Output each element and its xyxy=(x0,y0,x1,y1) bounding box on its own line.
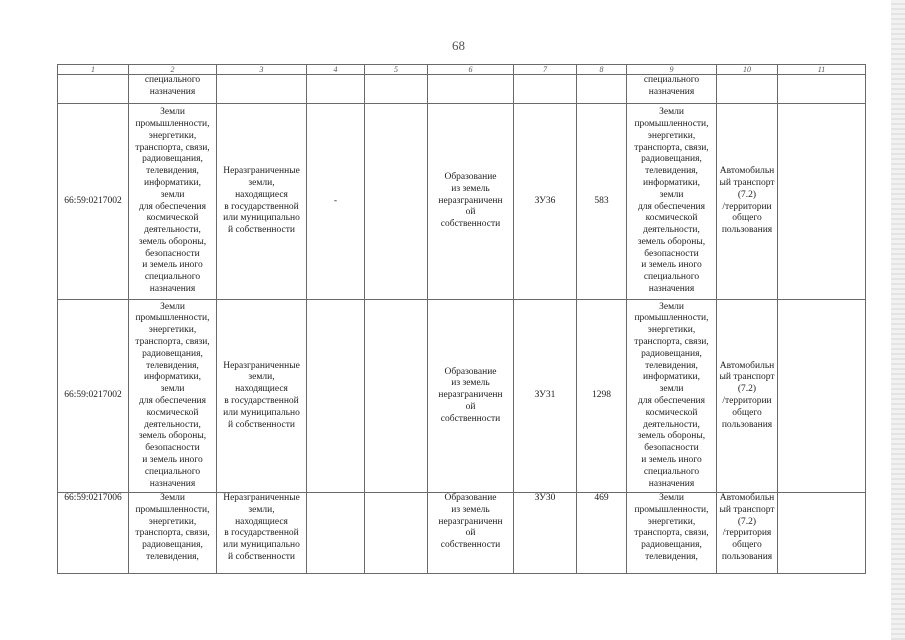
text-line: телевидения, xyxy=(146,360,199,371)
text-line: назначения xyxy=(648,478,695,489)
text-line: и земель иного xyxy=(641,454,702,465)
text-line: промышленности, xyxy=(135,118,210,129)
text-line: транспорта, связи, xyxy=(634,337,709,348)
text-line: земли, xyxy=(248,504,275,515)
plot-area: 469 xyxy=(577,493,627,574)
empty-cell xyxy=(58,75,129,104)
text-line: ой xyxy=(465,401,476,412)
text-line: для обеспечения xyxy=(138,201,207,212)
text-line: земли xyxy=(659,384,684,395)
text-line: Автомобильн xyxy=(719,493,775,503)
text-line: ый транспорт xyxy=(719,372,775,383)
text-line: собственности xyxy=(440,540,501,551)
text-line: промышленности, xyxy=(634,313,709,324)
text-line: ый транспорт xyxy=(719,177,775,188)
text-line: ой xyxy=(465,528,476,539)
page-number: 68 xyxy=(452,38,465,53)
text-line: находящиеся xyxy=(235,189,288,200)
text-line: неразграниченн xyxy=(438,195,503,206)
text-line: безопасности xyxy=(644,248,699,259)
text-line: энергетики, xyxy=(647,516,696,527)
permitted-use-cell xyxy=(717,104,778,300)
text-line: Образование xyxy=(444,172,497,182)
text-line: в государственной xyxy=(224,528,299,539)
text-line: радиовещания, xyxy=(641,154,702,165)
text-line: телевидения, xyxy=(146,551,199,562)
text-line: назначения xyxy=(149,284,196,295)
land-category-cell xyxy=(129,493,217,574)
ownership-cell xyxy=(217,493,307,574)
column-number: 5 xyxy=(365,65,428,75)
text-line: пользования xyxy=(721,419,773,430)
text-line: неразграниченн xyxy=(438,390,503,401)
column-number: 2 xyxy=(129,65,217,75)
column-number: 3 xyxy=(217,65,307,75)
column-number: 4 xyxy=(307,65,365,75)
text-line: радиовещания, xyxy=(142,154,203,165)
text-line: безопасности xyxy=(145,443,200,454)
text-line: из земель xyxy=(451,504,490,515)
table-row xyxy=(58,300,866,493)
text-line: деятельности, xyxy=(144,225,201,236)
text-line: радиовещания, xyxy=(641,540,702,551)
text-line: телевидения, xyxy=(645,360,698,371)
column-11-cell xyxy=(778,104,866,300)
text-line: земли, xyxy=(248,177,275,188)
text-line: деятельности, xyxy=(643,225,700,236)
text-line: находящиеся xyxy=(235,384,288,395)
text-line: земель обороны, xyxy=(138,236,207,247)
column-number: 8 xyxy=(577,65,627,75)
text-line: энергетики, xyxy=(647,325,696,336)
empty-cell xyxy=(514,75,577,104)
text-line: или муниципально xyxy=(223,540,300,551)
text-line: /территории xyxy=(722,396,772,406)
column-4-cell xyxy=(307,493,365,574)
text-line: (7.2) xyxy=(737,516,757,527)
text-line: энергетики, xyxy=(148,130,197,141)
text-line: назначения xyxy=(149,478,196,489)
text-line: космической xyxy=(645,213,698,224)
text-line: безопасности xyxy=(145,248,200,259)
text-line: радиовещания, xyxy=(142,540,203,551)
text-line: ой xyxy=(465,207,476,218)
column-4-cell xyxy=(307,300,365,493)
text-line: промышленности, xyxy=(135,504,210,515)
ownership-cell xyxy=(217,104,307,300)
text-line: информатики, xyxy=(144,372,201,383)
text-line: деятельности, xyxy=(643,419,700,430)
text-line: Земли xyxy=(659,107,684,118)
text-line: Неразграниченные xyxy=(223,166,300,177)
plot-designation: ЗУ36 xyxy=(514,104,577,300)
text-line: транспорта, связи, xyxy=(634,528,709,539)
text-line: общего xyxy=(732,540,762,551)
text-line: (7.2) xyxy=(737,384,757,395)
cadastral-number: 66:59:0217002 xyxy=(58,104,129,300)
text-line: назначения xyxy=(648,284,695,295)
text-line: пользования xyxy=(721,551,773,562)
text-line: космической xyxy=(146,407,199,418)
column-11-cell xyxy=(778,300,866,493)
permitted-use-cell xyxy=(717,300,778,493)
text-line: безопасности xyxy=(644,443,699,454)
formation-method-cell xyxy=(428,104,514,300)
text-line: телевидения, xyxy=(645,551,698,562)
column-number: 7 xyxy=(514,65,577,75)
text-line: /территория xyxy=(722,528,772,539)
text-line: транспорта, связи, xyxy=(634,142,709,153)
column-number-row xyxy=(58,65,866,75)
text-line: земли xyxy=(160,384,185,395)
text-line: й собственности xyxy=(228,225,295,236)
text-line: собственности xyxy=(440,413,501,424)
text-line: земли xyxy=(160,189,185,200)
text-line: пользования xyxy=(721,225,773,236)
ownership-cell xyxy=(217,300,307,493)
scan-edge xyxy=(891,0,905,640)
continuation-row xyxy=(58,75,866,104)
text-line: собственности xyxy=(440,219,501,230)
column-number: 1 xyxy=(58,65,129,75)
text-line: и земель иного xyxy=(641,260,702,271)
empty-cell xyxy=(717,75,778,104)
column-number: 6 xyxy=(428,65,514,75)
plot-area: 583 xyxy=(577,104,627,300)
text-line: информатики, xyxy=(144,177,201,188)
text-line: специального xyxy=(144,272,201,283)
text-line: Земли xyxy=(160,107,185,118)
text-line: Земли xyxy=(160,493,185,503)
text-line: (7.2) xyxy=(737,189,757,200)
empty-cell xyxy=(778,75,866,104)
column-number: 11 xyxy=(778,65,866,75)
text-line: Образование xyxy=(444,366,497,377)
text-line: для обеспечения xyxy=(637,396,706,406)
text-line: Автомобильн xyxy=(719,166,775,177)
text-line: Земли xyxy=(659,301,684,312)
column-5-cell xyxy=(365,104,428,300)
text-line: в государственной xyxy=(224,201,299,212)
text-line: /территории xyxy=(722,201,772,212)
text-line: космической xyxy=(146,213,199,224)
column-5-cell xyxy=(365,300,428,493)
column-11-cell xyxy=(778,493,866,574)
text-line: промышленности, xyxy=(135,313,210,324)
new-land-category-cell xyxy=(627,104,717,300)
permitted-use-cell xyxy=(717,493,778,574)
land-category-cell xyxy=(129,300,217,493)
column-number: 9 xyxy=(627,65,717,75)
text-line: в государственной xyxy=(224,396,299,406)
text-line: промышленности, xyxy=(634,118,709,129)
text-line: радиовещания, xyxy=(641,348,702,359)
text-line: й собственности xyxy=(228,551,295,562)
new-land-category-cell xyxy=(627,493,717,574)
text-line: для обеспечения xyxy=(138,396,207,406)
table-row xyxy=(58,104,866,300)
text-line: ый транспорт xyxy=(719,504,775,515)
column-number: 10 xyxy=(717,65,778,75)
text-line: земель обороны, xyxy=(637,431,706,442)
text-line: специального xyxy=(144,75,201,85)
text-line: из земель xyxy=(451,183,490,194)
text-line: й собственности xyxy=(228,419,295,430)
plot-designation: ЗУ30 xyxy=(514,493,577,574)
empty-cell xyxy=(365,75,428,104)
text-line: промышленности, xyxy=(634,504,709,515)
text-line: неразграниченн xyxy=(438,516,503,527)
empty-cell xyxy=(428,75,514,104)
text-line: радиовещания, xyxy=(142,348,203,359)
continued-category-cell xyxy=(129,75,217,104)
empty-cell xyxy=(217,75,307,104)
text-line: и земель иного xyxy=(142,454,203,465)
text-line: из земель xyxy=(451,378,490,389)
text-line: назначения xyxy=(149,86,196,97)
text-line: Земли xyxy=(659,493,684,503)
text-line: информатики, xyxy=(643,372,700,383)
text-line: транспорта, связи, xyxy=(135,337,210,348)
text-line: общего xyxy=(732,407,762,418)
text-line: энергетики, xyxy=(148,325,197,336)
text-line: Образование xyxy=(444,493,497,503)
text-line: деятельности, xyxy=(144,419,201,430)
cadastral-number: 66:59:0217006 xyxy=(58,493,129,574)
text-line: земли, xyxy=(248,372,275,383)
text-line: космической xyxy=(645,407,698,418)
text-line: специального xyxy=(643,466,700,477)
plot-designation: ЗУ31 xyxy=(514,300,577,493)
text-line: и земель иного xyxy=(142,260,203,271)
text-line: специального xyxy=(144,466,201,477)
text-line: земли xyxy=(659,189,684,200)
text-line: для обеспечения xyxy=(637,201,706,212)
continued-category-cell xyxy=(627,75,717,104)
land-category-cell xyxy=(129,104,217,300)
column-5-cell xyxy=(365,493,428,574)
empty-cell xyxy=(577,75,627,104)
table-row xyxy=(58,493,866,574)
text-line: телевидения, xyxy=(645,166,698,177)
text-line: Неразграниченные xyxy=(223,360,300,371)
text-line: информатики, xyxy=(643,177,700,188)
text-line: или муниципально xyxy=(223,213,300,224)
formation-method-cell xyxy=(428,493,514,574)
text-line: Земли xyxy=(160,301,185,312)
text-line: или муниципально xyxy=(223,407,300,418)
text-line: общего xyxy=(732,213,762,224)
empty-cell xyxy=(307,75,365,104)
text-line: транспорта, связи, xyxy=(135,528,210,539)
text-line: энергетики, xyxy=(647,130,696,141)
text-line: Неразграниченные xyxy=(223,493,300,503)
text-line: телевидения, xyxy=(146,166,199,177)
text-line: Автомобильн xyxy=(719,360,775,371)
new-land-category-cell xyxy=(627,300,717,493)
plot-area: 1298 xyxy=(577,300,627,493)
cadastral-number: 66:59:0217002 xyxy=(58,300,129,493)
text-line: энергетики, xyxy=(148,516,197,527)
text-line: транспорта, связи, xyxy=(135,142,210,153)
text-line: находящиеся xyxy=(235,516,288,527)
land-plots-table xyxy=(57,64,866,574)
text-line: специального xyxy=(643,75,700,85)
text-line: назначения xyxy=(648,86,695,97)
text-line: земель обороны, xyxy=(138,431,207,442)
text-line: земель обороны, xyxy=(637,236,706,247)
text-line: специального xyxy=(643,272,700,283)
formation-method-cell xyxy=(428,300,514,493)
column-4-cell: - xyxy=(307,104,365,300)
